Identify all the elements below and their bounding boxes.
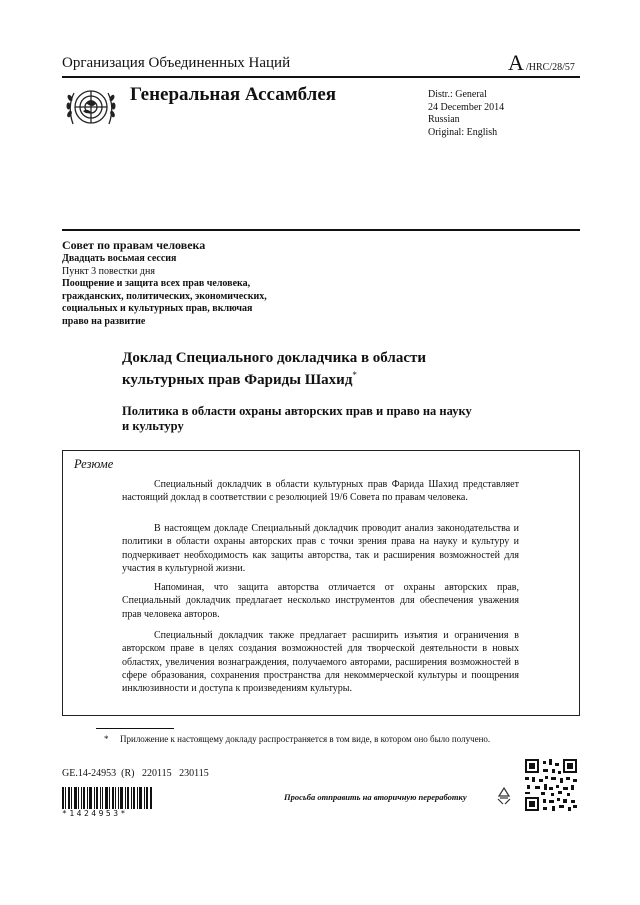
council-title: Совет по правам человека [62,238,206,252]
original-language-line: Original: English [428,126,498,138]
barcode-number: *1424953* [62,809,128,818]
agenda-line: право на развитие [62,315,146,327]
barcode-icon [62,787,152,809]
document-symbol-letter: A [508,50,524,75]
summary-paragraph: Напоминая, что защита авторства отличается от охраны авторских прав, Специальный докладчик предлагает несколько инструментов для обеспечения уважения прав человека авторов. [122,582,519,620]
summary-heading: Резюме [74,457,114,471]
report-subtitle [122,404,472,434]
report-subtitle-line: и культуру [122,419,184,433]
footnote-mark: * [104,734,109,744]
report-title-text: культурных прав Фариды Шахид [122,372,353,388]
document-symbol: /HRC/28/57 [526,62,575,73]
footnote-text: Приложение к настоящему докладу распространяется в том виде, в котором оно было получено. [120,734,491,744]
header-bottom-rule [62,229,580,231]
document-number: GE.14-24953 (R) 220115 230115 [62,768,209,779]
recycle-note: Просьба отправить на вторичную переработку [284,792,467,802]
report-subtitle-line: Политика в области охраны авторских прав и право на науку [122,404,472,418]
agenda-line: Поощрение и защита всех прав человека, [62,278,251,290]
summary-paragraph: Специальный докладчик также предлагает расширить изъятия и ограничения в авторском праве в целях создания возможностей для творческой деятельности в новых областях, увеличения вознаграждения, получаемого авторами, расширения возможностей в сфере образования, сохранения пространства для некоммерческой культуры и поощрения инклюзивности и доступа к произведениям культуры. [122,630,519,695]
summary-paragraph: В настоящем докладе Специальный докладчик проводит анализ законодательства и политики в области охраны авторских прав с точки зрения права на науку и культуру и подчеркивает необходимость как защиты авторства, так и расширения возможностей для участия в культурной жизни. [122,523,519,574]
council-block [62,238,267,329]
report-title-line: Доклад Специального докладчика в области [122,350,427,366]
language-line: Russian [428,114,460,126]
footnote-rule [96,728,174,729]
footnote-marker: * [352,370,357,380]
date-line: 24 December 2014 [428,101,505,113]
assembly-title: Генеральная Ассамблея [130,84,337,105]
distribution-block [428,89,504,139]
agenda-item-label: Пункт 3 повестки дня [62,265,155,277]
header-rule [62,76,580,78]
distr-line: Distr.: General [428,89,487,100]
un-emblem-icon [64,80,118,134]
qr-code-icon [525,759,577,811]
report-title [122,350,426,389]
agenda-line: гражданских, политических, экономических, [62,290,267,302]
report-title-line [122,367,426,389]
recycle-icon [494,786,514,806]
summary-paragraph: Специальный докладчик в области культурных прав Фарида Шахид представляет настоящий доклад в соответствии с резолюцией 19/6 Совета по правам человека. [122,479,519,504]
organization-name: Организация Объединенных Наций [62,55,291,71]
session-label: Двадцать восьмая сессия [62,253,177,264]
agenda-line: социальных и культурных прав, включая [62,303,253,315]
